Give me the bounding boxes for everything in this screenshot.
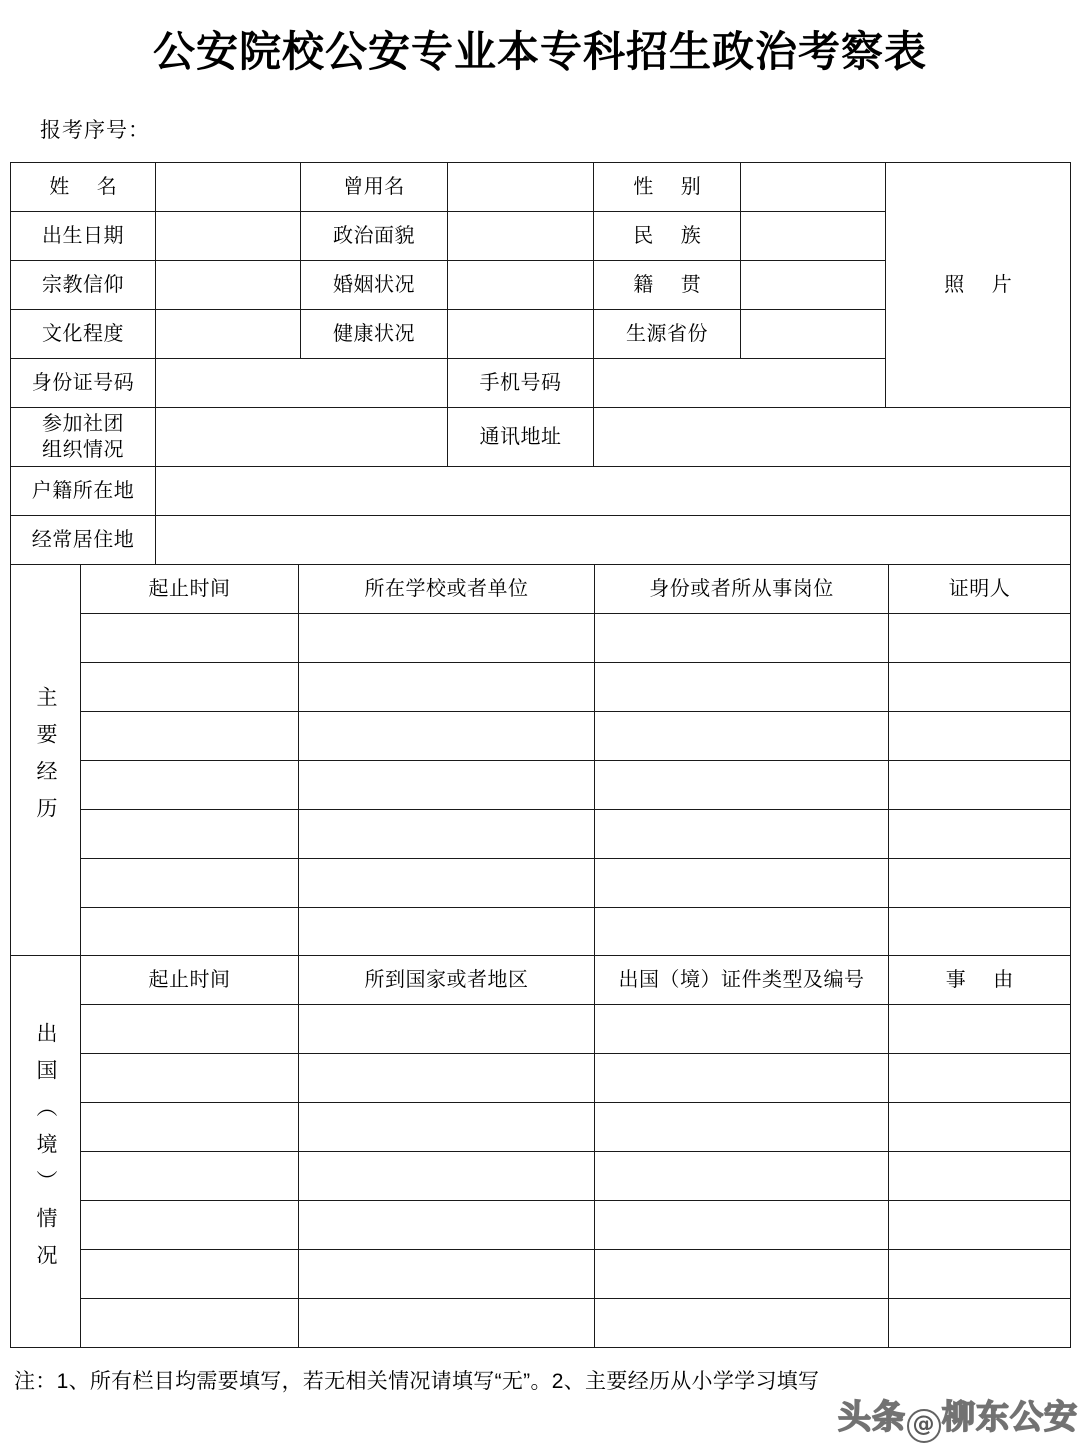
field-value-name[interactable] <box>156 163 301 212</box>
field-label-political-status: 政治面貌 <box>301 212 448 261</box>
cell-document-type-and-number[interactable] <box>595 1152 889 1201</box>
cell-identity-or-position[interactable] <box>595 613 889 662</box>
at-sign-icon: @ <box>907 1409 941 1443</box>
column-header-period: 起止时间 <box>81 564 299 613</box>
column-header-school-or-unit: 所在学校或者单位 <box>299 564 595 613</box>
section-label-main-experience-text: 主要经历 <box>34 686 57 835</box>
field-value-former-name[interactable] <box>448 163 594 212</box>
section-label-abroad-record-inner <box>11 1022 80 1281</box>
cell-country-or-region[interactable] <box>299 1299 595 1348</box>
cell-period[interactable] <box>81 1152 299 1201</box>
table-row <box>11 809 1071 858</box>
field-label-name: 姓 名 <box>11 163 156 212</box>
cell-reason[interactable] <box>889 1250 1071 1299</box>
cell-document-type-and-number[interactable] <box>595 1054 889 1103</box>
cell-witness[interactable] <box>889 858 1071 907</box>
field-label-id-number: 身份证号码 <box>11 359 156 408</box>
cell-school-or-unit[interactable] <box>299 809 595 858</box>
field-value-education-level[interactable] <box>156 310 301 359</box>
table-row <box>11 1250 1071 1299</box>
cell-identity-or-position[interactable] <box>595 809 889 858</box>
cell-period[interactable] <box>81 858 299 907</box>
table-row <box>11 907 1071 956</box>
table-row <box>11 760 1071 809</box>
cell-period[interactable] <box>81 760 299 809</box>
field-label-mobile-number: 手机号码 <box>448 359 594 408</box>
cell-document-type-and-number[interactable] <box>595 1250 889 1299</box>
field-label-ethnicity: 民 族 <box>594 212 741 261</box>
field-value-household-registration[interactable] <box>156 467 1071 516</box>
cell-period[interactable] <box>81 1054 299 1103</box>
cell-country-or-region[interactable] <box>299 1152 595 1201</box>
cell-school-or-unit[interactable] <box>299 711 595 760</box>
field-label-gender: 性 别 <box>594 163 741 212</box>
section-label-main-experience <box>11 564 81 956</box>
serial-number-label: 报考序号： <box>40 119 150 143</box>
column-header-witness: 证明人 <box>889 564 1071 613</box>
table-row <box>11 711 1071 760</box>
cell-period[interactable] <box>81 1299 299 1348</box>
table-row <box>11 1152 1071 1201</box>
field-value-native-place[interactable] <box>741 261 886 310</box>
field-label-current-residence: 经常居住地 <box>11 516 156 565</box>
table-row <box>11 1005 1071 1054</box>
section-label-main-experience-inner <box>11 686 80 834</box>
field-label-organizations-line2: 组织情况 <box>42 439 124 462</box>
abroad-record-header-row <box>11 956 1071 1005</box>
table-row <box>11 1054 1071 1103</box>
column-header-period: 起止时间 <box>81 956 299 1005</box>
field-value-gender[interactable] <box>741 163 886 212</box>
table-row <box>11 1299 1071 1348</box>
cell-witness[interactable] <box>889 809 1071 858</box>
field-label-organizations <box>11 408 156 467</box>
cell-document-type-and-number[interactable] <box>595 1103 889 1152</box>
table-row-current-residence <box>11 516 1071 565</box>
field-value-organizations[interactable] <box>156 408 448 467</box>
field-value-source-province[interactable] <box>741 310 886 359</box>
cell-period[interactable] <box>81 907 299 956</box>
cell-period[interactable] <box>81 1005 299 1054</box>
table-row <box>11 1201 1071 1250</box>
cell-period[interactable] <box>81 809 299 858</box>
cell-country-or-region[interactable] <box>299 1201 595 1250</box>
field-value-ethnicity[interactable] <box>741 212 886 261</box>
watermark <box>838 1391 1078 1443</box>
main-experience-header-row <box>11 564 1071 613</box>
cell-period[interactable] <box>81 1103 299 1152</box>
form-container <box>10 162 1070 1348</box>
section-label-abroad-record-text: 出国（境）情况 <box>34 1022 57 1282</box>
cell-witness[interactable] <box>889 613 1071 662</box>
cell-witness[interactable] <box>889 662 1071 711</box>
cell-country-or-region[interactable] <box>299 1250 595 1299</box>
cell-school-or-unit[interactable] <box>299 662 595 711</box>
field-value-marital-status[interactable] <box>448 261 594 310</box>
photo-placeholder[interactable]: 照 片 <box>886 163 1071 408</box>
watermark-suffix-text: 柳东公安 <box>942 1397 1078 1436</box>
column-header-document-type-and-number: 出国（境）证件类型及编号 <box>595 956 889 1005</box>
field-label-household-registration: 户籍所在地 <box>11 467 156 516</box>
cell-period[interactable] <box>81 1201 299 1250</box>
cell-school-or-unit[interactable] <box>299 858 595 907</box>
field-label-health-status: 健康状况 <box>301 310 448 359</box>
field-label-religion: 宗教信仰 <box>11 261 156 310</box>
table-row <box>11 613 1071 662</box>
field-label-birthdate: 出生日期 <box>11 212 156 261</box>
cell-document-type-and-number[interactable] <box>595 1299 889 1348</box>
field-value-religion[interactable] <box>156 261 301 310</box>
cell-reason[interactable] <box>889 1054 1071 1103</box>
column-header-identity-or-position: 身份或者所从事岗位 <box>595 564 889 613</box>
field-label-marital-status: 婚姻状况 <box>301 261 448 310</box>
cell-reason[interactable] <box>889 1103 1071 1152</box>
cell-document-type-and-number[interactable] <box>595 1201 889 1250</box>
table-row-organizations <box>11 408 1071 467</box>
main-experience-table <box>10 564 1071 957</box>
table-row-name <box>11 163 1071 212</box>
field-label-native-place: 籍 贯 <box>594 261 741 310</box>
table-row <box>11 858 1071 907</box>
cell-school-or-unit[interactable] <box>299 907 595 956</box>
cell-school-or-unit[interactable] <box>299 760 595 809</box>
cell-witness[interactable] <box>889 711 1071 760</box>
page-title: 公安院校公安专业本专科招生政治考察表 <box>152 27 927 76</box>
political-review-form <box>10 162 1071 565</box>
cell-period[interactable] <box>81 613 299 662</box>
cell-period[interactable] <box>81 711 299 760</box>
field-label-education-level: 文化程度 <box>11 310 156 359</box>
cell-witness[interactable] <box>889 760 1071 809</box>
field-value-current-residence[interactable] <box>156 516 1071 565</box>
field-value-political-status[interactable] <box>448 212 594 261</box>
cell-period[interactable] <box>81 1250 299 1299</box>
table-row <box>11 1103 1071 1152</box>
field-value-birthdate[interactable] <box>156 212 301 261</box>
cell-reason[interactable] <box>889 1201 1071 1250</box>
section-label-abroad-record <box>11 956 81 1348</box>
field-label-organizations-line1: 参加社团 <box>42 413 124 436</box>
cell-reason[interactable] <box>889 1299 1071 1348</box>
cell-country-or-region[interactable] <box>299 1005 595 1054</box>
cell-identity-or-position[interactable] <box>595 711 889 760</box>
abroad-record-table <box>10 955 1071 1348</box>
table-row-household-registration <box>11 467 1071 516</box>
field-label-source-province: 生源省份 <box>594 310 741 359</box>
cell-school-or-unit[interactable] <box>299 613 595 662</box>
cell-identity-or-position[interactable] <box>595 858 889 907</box>
cell-reason[interactable] <box>889 1005 1071 1054</box>
table-row <box>11 662 1071 711</box>
column-header-country-or-region: 所到国家或者地区 <box>299 956 595 1005</box>
form-footnote: 注：1、所有栏目均需要填写，若无相关情况请填写“无”。2、主要经历从小学学习填写 <box>14 1370 820 1394</box>
watermark-prefix-text: 头条 <box>838 1397 906 1436</box>
column-header-reason: 事 由 <box>889 956 1071 1005</box>
field-value-mailing-address[interactable] <box>594 408 1071 467</box>
field-value-mobile-number[interactable] <box>594 359 886 408</box>
cell-country-or-region[interactable] <box>299 1103 595 1152</box>
cell-country-or-region[interactable] <box>299 1054 595 1103</box>
cell-identity-or-position[interactable] <box>595 760 889 809</box>
cell-identity-or-position[interactable] <box>595 662 889 711</box>
field-value-id-number[interactable] <box>156 359 448 408</box>
cell-witness[interactable] <box>889 907 1071 956</box>
cell-identity-or-position[interactable] <box>595 907 889 956</box>
field-value-health-status[interactable] <box>448 310 594 359</box>
cell-document-type-and-number[interactable] <box>595 1005 889 1054</box>
field-label-mailing-address: 通讯地址 <box>448 408 594 467</box>
field-label-former-name: 曾用名 <box>301 163 448 212</box>
cell-period[interactable] <box>81 662 299 711</box>
cell-reason[interactable] <box>889 1152 1071 1201</box>
